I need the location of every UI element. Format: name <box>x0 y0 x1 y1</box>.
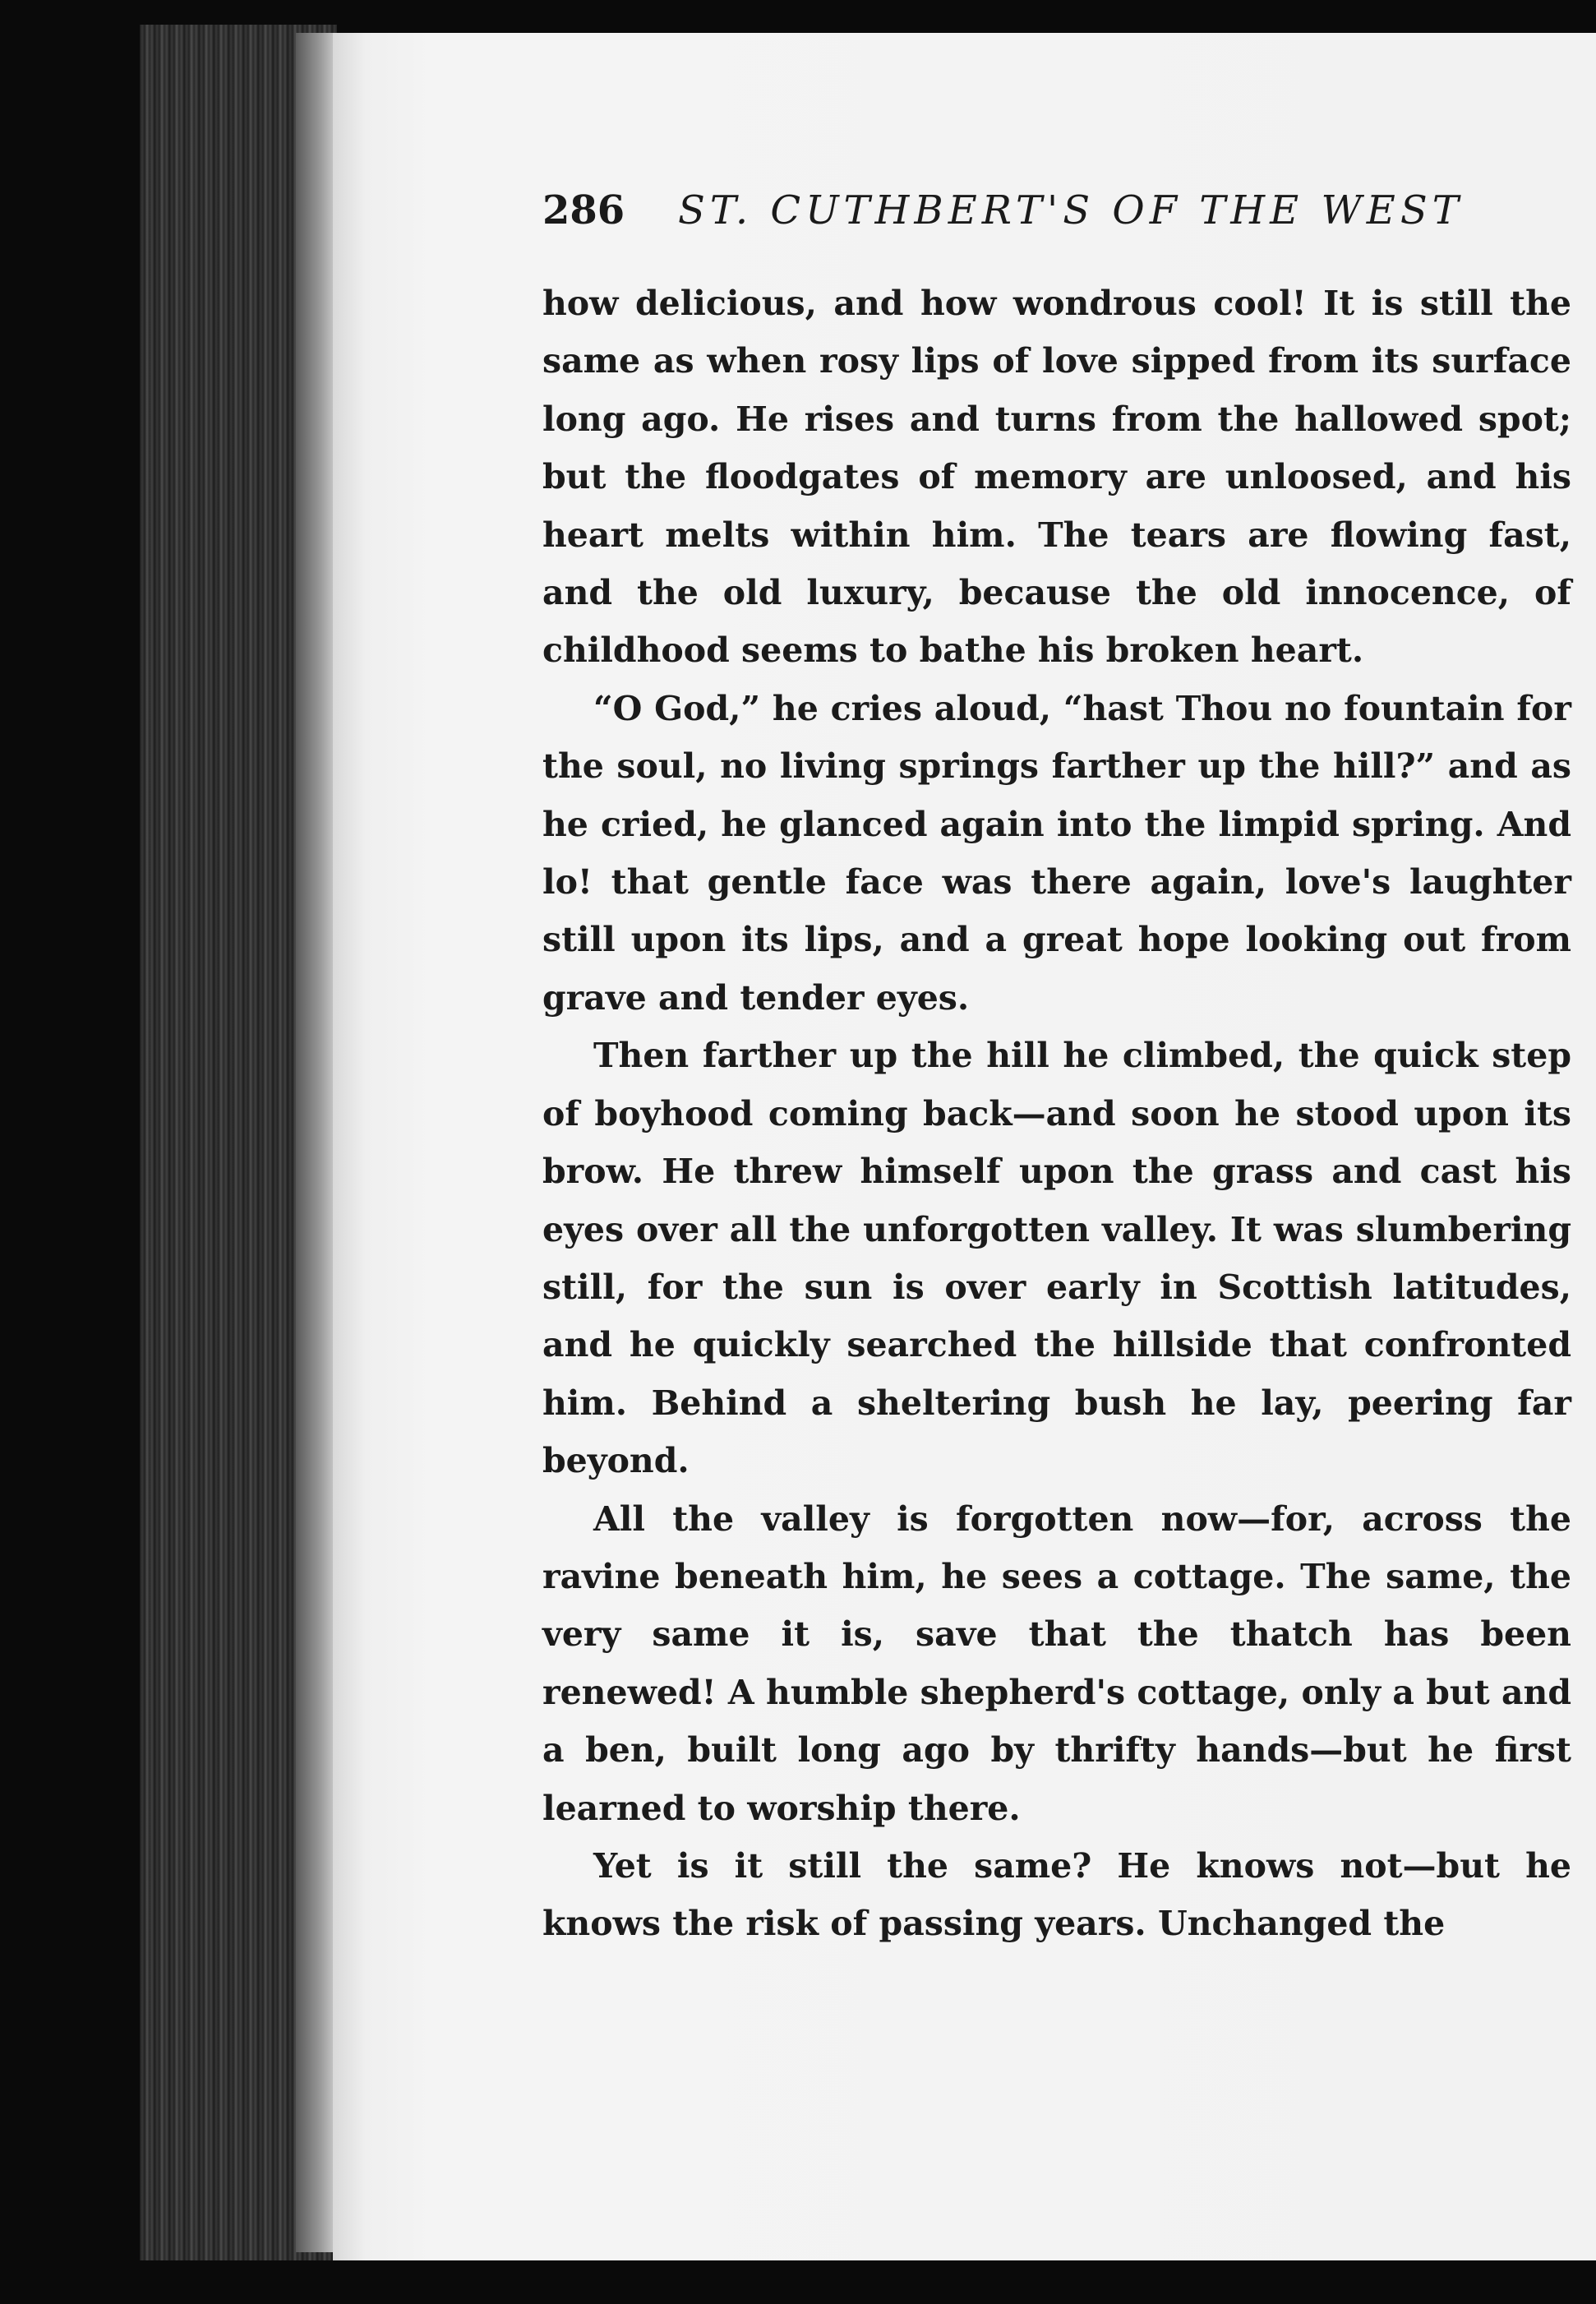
paragraph: how delicious, and how wondrous cool! It is still the same as when rosy lips of love sipped from its surface long ago. He rises and turns from the hallowed spot; but the floodgates of memory are unloosed, and his heart melts within him. The tears are flowing fast, and the old luxury, because the old innocence, of childhood seems to bathe his broken heart. <box>542 284 1571 671</box>
running-title: ST. CUTHBERT'S OF THE WEST <box>678 187 1464 233</box>
page-header <box>542 187 1594 245</box>
book-gutter-shadow <box>296 33 337 2252</box>
page-number: 286 <box>542 187 625 233</box>
paragraph: Yet is it still the same? He knows not—but he knows the risk of passing years. Unchanged the <box>542 1845 1571 1944</box>
paragraph: Then farther up the hill he climbed, the quick step of boyhood coming back—and soon he stood upon its brow. He threw himself upon the grass and cast his eyes over all the unforgotten valley. It was slumbering still, for the sun is over early in Scottish latitudes, and he quickly searched the hillside that confronted him. Behind a sheltering bush he lay, peering far beyond. <box>542 1036 1571 1481</box>
paragraph: “O God,” he cries aloud, “hast Thou no fountain for the soul, no living springs farther up the hill?” and as he cried, he glanced again into the limpid spring. And lo! that gentle face was there again, love's laughter still upon its lips, and a great hope looking out from grave and tender eyes. <box>542 688 1571 1018</box>
body-text <box>542 275 1571 1953</box>
paragraph: All the valley is forgotten now—for, across the ravine beneath him, he sees a cottage. The same, the very same it is, save that the thatch has been renewed! A humble shepherd's cottage, only a but and a ben, built long ago by thrifty hands—but he first learned to worship there. <box>542 1498 1571 1828</box>
